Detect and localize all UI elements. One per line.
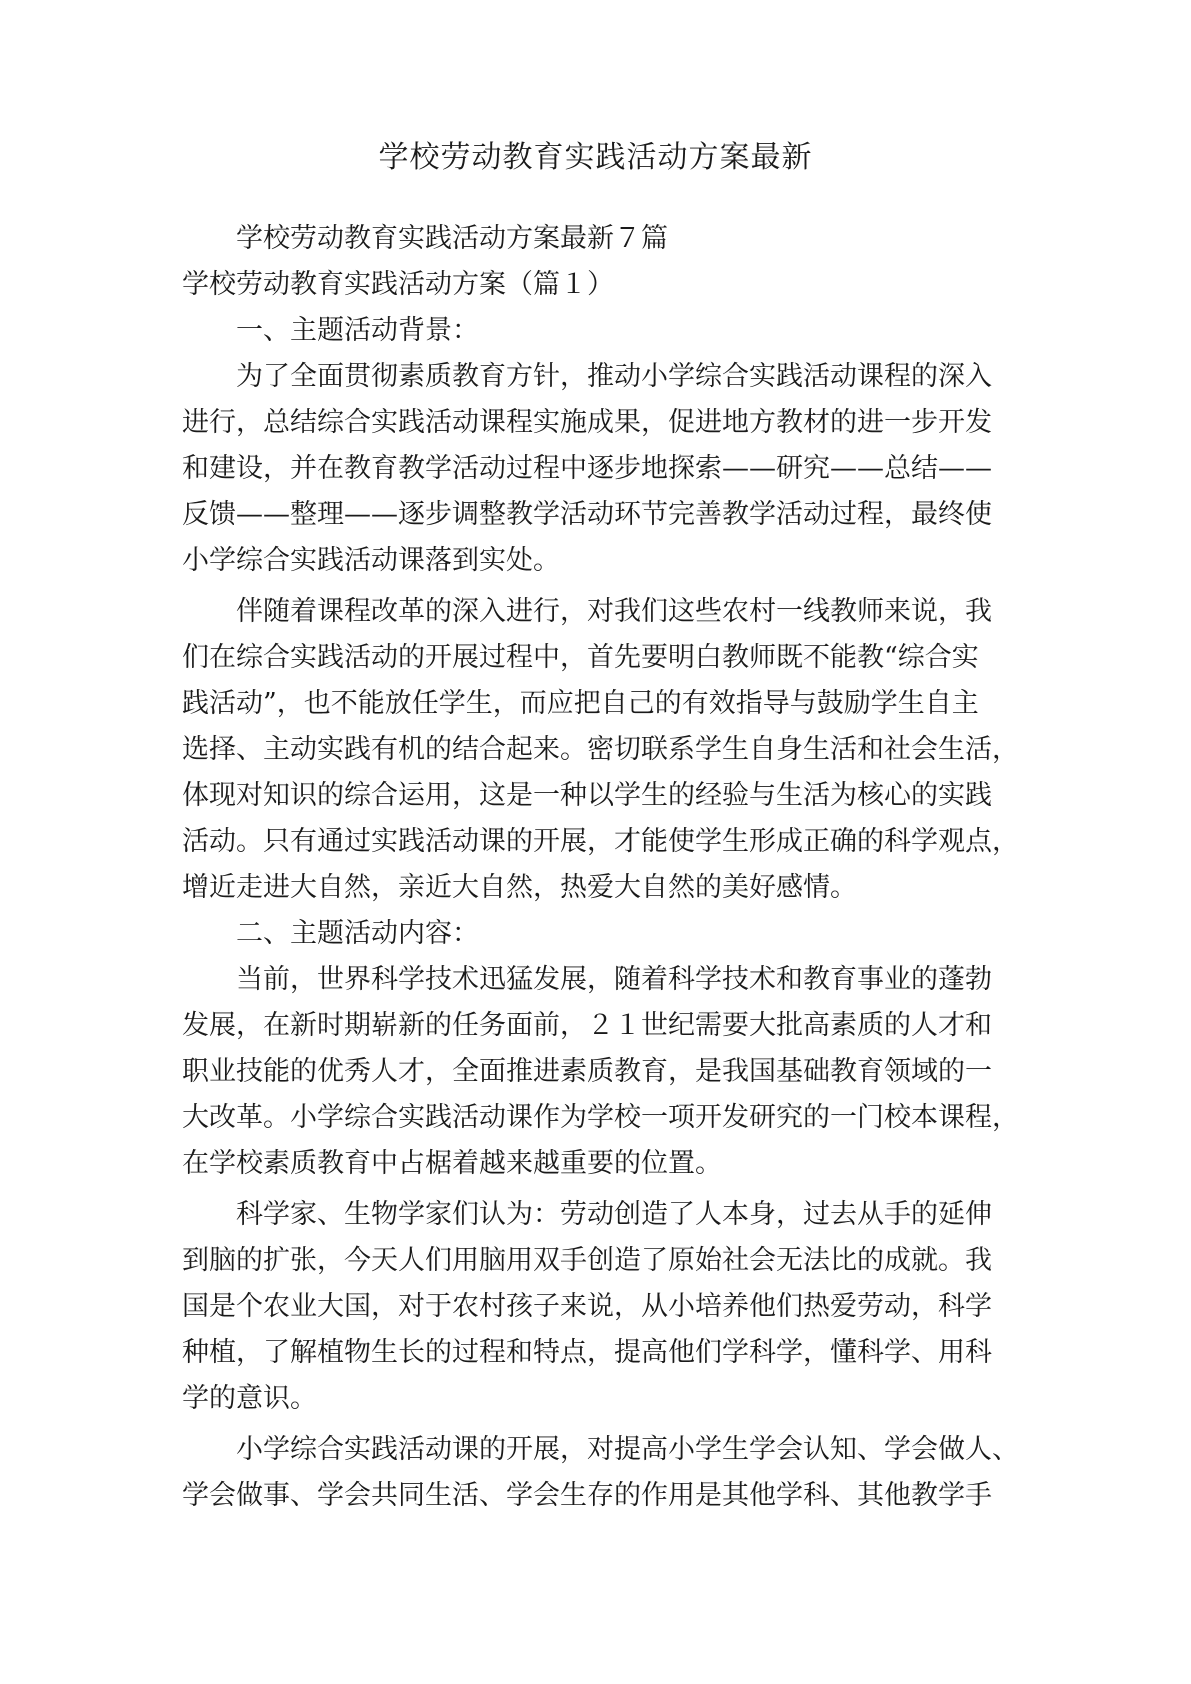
paragraph-line: 反馈——整理——逐步调整教学活动环节完善教学活动过程，最终使 bbox=[182, 499, 992, 530]
paragraph-line: 选择、主动实践有机的结合起来。密切联系学生自身生活和社会生活， bbox=[182, 734, 1019, 765]
paragraph-line: 国是个农业大国，对于农村孩子来说，从小培养他们热爱劳动，科学 bbox=[182, 1291, 992, 1322]
paragraph-line: 活动。只有通过实践活动课的开展，才能使学生形成正确的科学观点， bbox=[182, 826, 1019, 857]
paragraph-line: 体现对知识的综合运用，这是一种以学生的经验与生活为核心的实践 bbox=[182, 780, 992, 811]
paragraph-line: 大改革。小学综合实践活动课作为学校一项开发研究的一门校本课程， bbox=[182, 1102, 1019, 1133]
paragraph-line: 发展，在新时期崭新的任务面前，２１世纪需要大批高素质的人才和 bbox=[182, 1010, 992, 1041]
document-body bbox=[182, 216, 1024, 1519]
document-title: 学校劳动教育实践活动方案最新 bbox=[378, 140, 813, 175]
paragraph-line: 增近走进大自然，亲近大自然，热爱大自然的美好感情。 bbox=[182, 872, 857, 903]
paragraph-line: 种植，了解植物生长的过程和特点，提高他们学科学，懂科学、用科 bbox=[182, 1337, 992, 1368]
paragraph-line: 伴随着课程改革的深入进行，对我们这些农村一线教师来说，我 bbox=[236, 596, 992, 627]
topic-heading-content: 二、主题活动内容： bbox=[236, 918, 479, 949]
paragraph-line: 小学综合实践活动课的开展，对提高小学生学会认知、学会做人、 bbox=[236, 1434, 1019, 1465]
paragraph-line: 学的意识。 bbox=[182, 1383, 317, 1414]
subtitle-line: 学校劳动教育实践活动方案最新７篇 bbox=[236, 223, 668, 254]
paragraph-line: 小学综合实践活动课落到实处。 bbox=[182, 545, 560, 576]
paragraph-line: 到脑的扩张，今天人们用脑用双手创造了原始社会无法比的成就。我 bbox=[182, 1245, 992, 1276]
paragraph-line: 科学家、生物学家们认为：劳动创造了人本身，过去从手的延伸 bbox=[236, 1199, 992, 1230]
paragraph-line: 职业技能的优秀人才，全面推进素质教育，是我国基础教育领域的一 bbox=[182, 1056, 992, 1087]
topic-heading-background: 一、主题活动背景： bbox=[236, 315, 479, 346]
paragraph-line: 们在综合实践活动的开展过程中，首先要明白教师既不能教“综合实 bbox=[182, 642, 979, 673]
section-heading: 学校劳动教育实践活动方案（篇１） bbox=[182, 269, 614, 300]
paragraph-line: 和建设，并在教育教学活动过程中逐步地探索——研究——总结—— bbox=[182, 453, 992, 484]
paragraph-line: 践活动”，也不能放任学生，而应把自己的有效指导与鼓励学生自主 bbox=[182, 688, 979, 719]
paragraph-line: 在学校素质教育中占椐着越来越重要的位置。 bbox=[182, 1148, 722, 1179]
paragraph-line: 当前，世界科学技术迅猛发展，随着科学技术和教育事业的蓬勃 bbox=[236, 964, 992, 995]
paragraph-line: 进行，总结综合实践活动课程实施成果，促进地方教材的进一步开发 bbox=[182, 407, 992, 438]
paragraph-line: 为了全面贯彻素质教育方针，推动小学综合实践活动课程的深入 bbox=[236, 361, 992, 392]
paragraph-line: 学会做事、学会共同生活、学会生存的作用是其他学科、其他教学手 bbox=[182, 1480, 992, 1511]
